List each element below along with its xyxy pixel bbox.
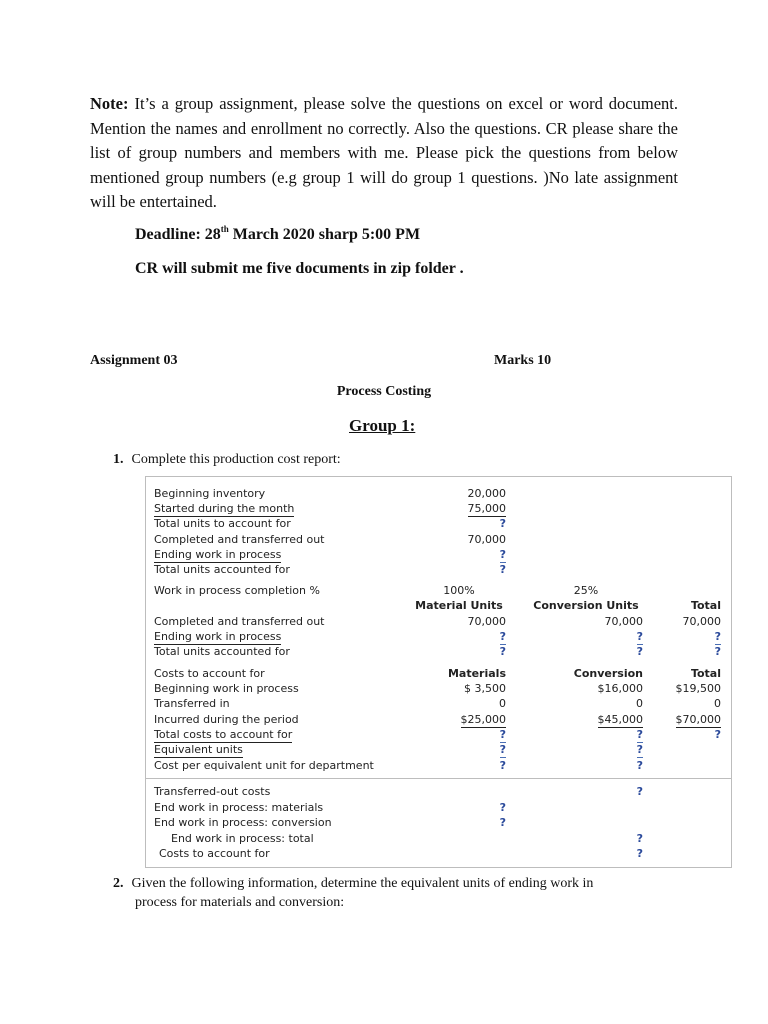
table-row: [146, 614, 731, 629]
row-label: End work in process: total: [171, 832, 314, 845]
row-label: Equivalent units: [154, 743, 243, 756]
cell-value: $25,000: [460, 713, 506, 726]
cell-value: 70,000: [682, 615, 721, 628]
table-row: [146, 784, 731, 799]
cell-value: ?: [499, 645, 506, 658]
cell-value: 25%: [573, 584, 599, 597]
cell-value: ?: [499, 517, 506, 530]
cell-value: ?: [636, 832, 643, 845]
assignment-number: Assignment 03: [90, 353, 178, 368]
table-row: [146, 696, 731, 711]
cell-value: 75,000: [467, 502, 506, 515]
cell-value: 20,000: [467, 487, 506, 500]
cell-value: ?: [714, 645, 721, 658]
cell-value: ?: [499, 728, 506, 741]
question-2: [113, 874, 689, 912]
table-row: [146, 846, 731, 861]
topic-title: Process Costing: [336, 384, 432, 399]
cell-value: $45,000: [597, 713, 643, 726]
assignment-note: [90, 92, 678, 215]
note-text: It’s a group assignment, please solve the questions on excel or word document. Mention the names and enrollment no correctly. Also the questions. CR please share the list of group numbers and members with me. Please pick the questions from below mentioned group numbers (e.g group 1 will do group 1 questions. )No late assignment will be entertained.: [90, 94, 678, 211]
row-label: Total costs to account for: [154, 728, 293, 741]
table-row: [146, 516, 731, 531]
row-label: Total units accounted for: [154, 645, 290, 658]
row-label: Transferred-out costs: [154, 785, 271, 798]
table-row: [146, 644, 731, 659]
column-header: Total: [690, 667, 721, 680]
cell-value: ?: [636, 743, 643, 756]
table-row: [146, 727, 731, 742]
column-header: Material Units: [415, 599, 503, 612]
cell-value: 100%: [443, 584, 475, 597]
cell-value: 70,000: [604, 615, 643, 628]
cell-value: ?: [636, 847, 643, 860]
row-label: Total units to account for: [154, 517, 291, 530]
table-row: [146, 583, 731, 598]
cell-value: 70,000: [467, 533, 506, 546]
cell-value: ?: [636, 785, 643, 798]
row-label: End work in process: conversion: [154, 816, 332, 829]
row-label: Transferred in: [154, 697, 230, 710]
cell-value: $16,000: [597, 682, 643, 695]
cell-value: ?: [499, 816, 506, 829]
cell-value: ?: [714, 728, 721, 741]
row-label: Started during the month: [154, 502, 295, 515]
column-header: Materials: [447, 667, 506, 680]
table-row: [146, 742, 731, 757]
cell-value: ?: [636, 630, 643, 643]
cell-value: 0: [636, 697, 643, 710]
cell-value: ?: [636, 759, 643, 772]
deadline-sup: th: [220, 224, 229, 234]
row-label: Ending work in process: [154, 630, 282, 643]
question-1-text: Complete this production cost report:: [131, 452, 341, 467]
table-row: [146, 815, 731, 830]
table-row: [146, 800, 731, 815]
table-row: [146, 501, 731, 516]
table-row: [146, 831, 731, 846]
question-2-text: Given the following information, determine the equivalent units of ending work in: [131, 876, 594, 891]
deadline-line: [135, 226, 420, 244]
cr-instruction: CR will submit me five documents in zip folder .: [135, 260, 464, 277]
cell-value: ?: [499, 630, 506, 643]
column-header: Conversion: [573, 667, 643, 680]
row-label: Incurred during the period: [154, 713, 299, 726]
row-label: Costs to account for: [154, 667, 265, 680]
table-row: [146, 532, 731, 547]
cell-value: ?: [499, 563, 506, 576]
row-label: End work in process: materials: [154, 801, 324, 814]
cell-value: $19,500: [675, 682, 721, 695]
group-heading: Group 1:: [349, 416, 416, 435]
column-header: Conversion Units: [533, 599, 639, 612]
row-label: Completed and transferred out: [154, 533, 325, 546]
table-row: [146, 681, 731, 696]
table-divider: [146, 778, 731, 779]
table-row: [146, 547, 731, 562]
note-label: Note:: [90, 94, 129, 113]
table-header-row: [146, 666, 731, 681]
row-label: Costs to account for: [159, 847, 270, 860]
table-header-row: [146, 598, 731, 613]
production-cost-report: [145, 476, 732, 868]
cell-value: ?: [499, 743, 506, 756]
cell-value: ?: [714, 630, 721, 643]
assignment-marks: Marks 10: [494, 353, 552, 368]
deadline-suffix: March 2020 sharp 5:00 PM: [228, 226, 421, 243]
cell-value: ?: [499, 801, 506, 814]
cell-value: ?: [499, 548, 506, 561]
question-1-number: 1.: [113, 452, 124, 467]
row-label: Total units accounted for: [154, 563, 290, 576]
question-2-continuation: process for materials and conversion:: [135, 895, 345, 910]
cell-value: ?: [636, 728, 643, 741]
table-row: [146, 712, 731, 727]
question-2-number: 2.: [113, 876, 124, 891]
table-row: [146, 758, 731, 773]
table-row: [146, 562, 731, 577]
row-label: Beginning inventory: [154, 487, 266, 500]
cell-value: ?: [499, 759, 506, 772]
row-label: Ending work in process: [154, 548, 282, 561]
row-label: Cost per equivalent unit for department: [154, 759, 374, 772]
row-label: Beginning work in process: [154, 682, 299, 695]
row-label: Work in process completion %: [154, 584, 320, 597]
cell-value: $ 3,500: [464, 682, 506, 695]
table-row: [146, 486, 731, 501]
cell-value: 0: [499, 697, 506, 710]
cell-value: 70,000: [467, 615, 506, 628]
row-label: Completed and transferred out: [154, 615, 325, 628]
column-header: Total: [690, 599, 721, 612]
deadline-prefix: Deadline: 28: [135, 226, 221, 243]
cell-value: 0: [714, 697, 721, 710]
cell-value: $70,000: [675, 713, 721, 726]
question-1: [113, 450, 341, 469]
table-row: [146, 629, 731, 644]
cell-value: ?: [636, 645, 643, 658]
